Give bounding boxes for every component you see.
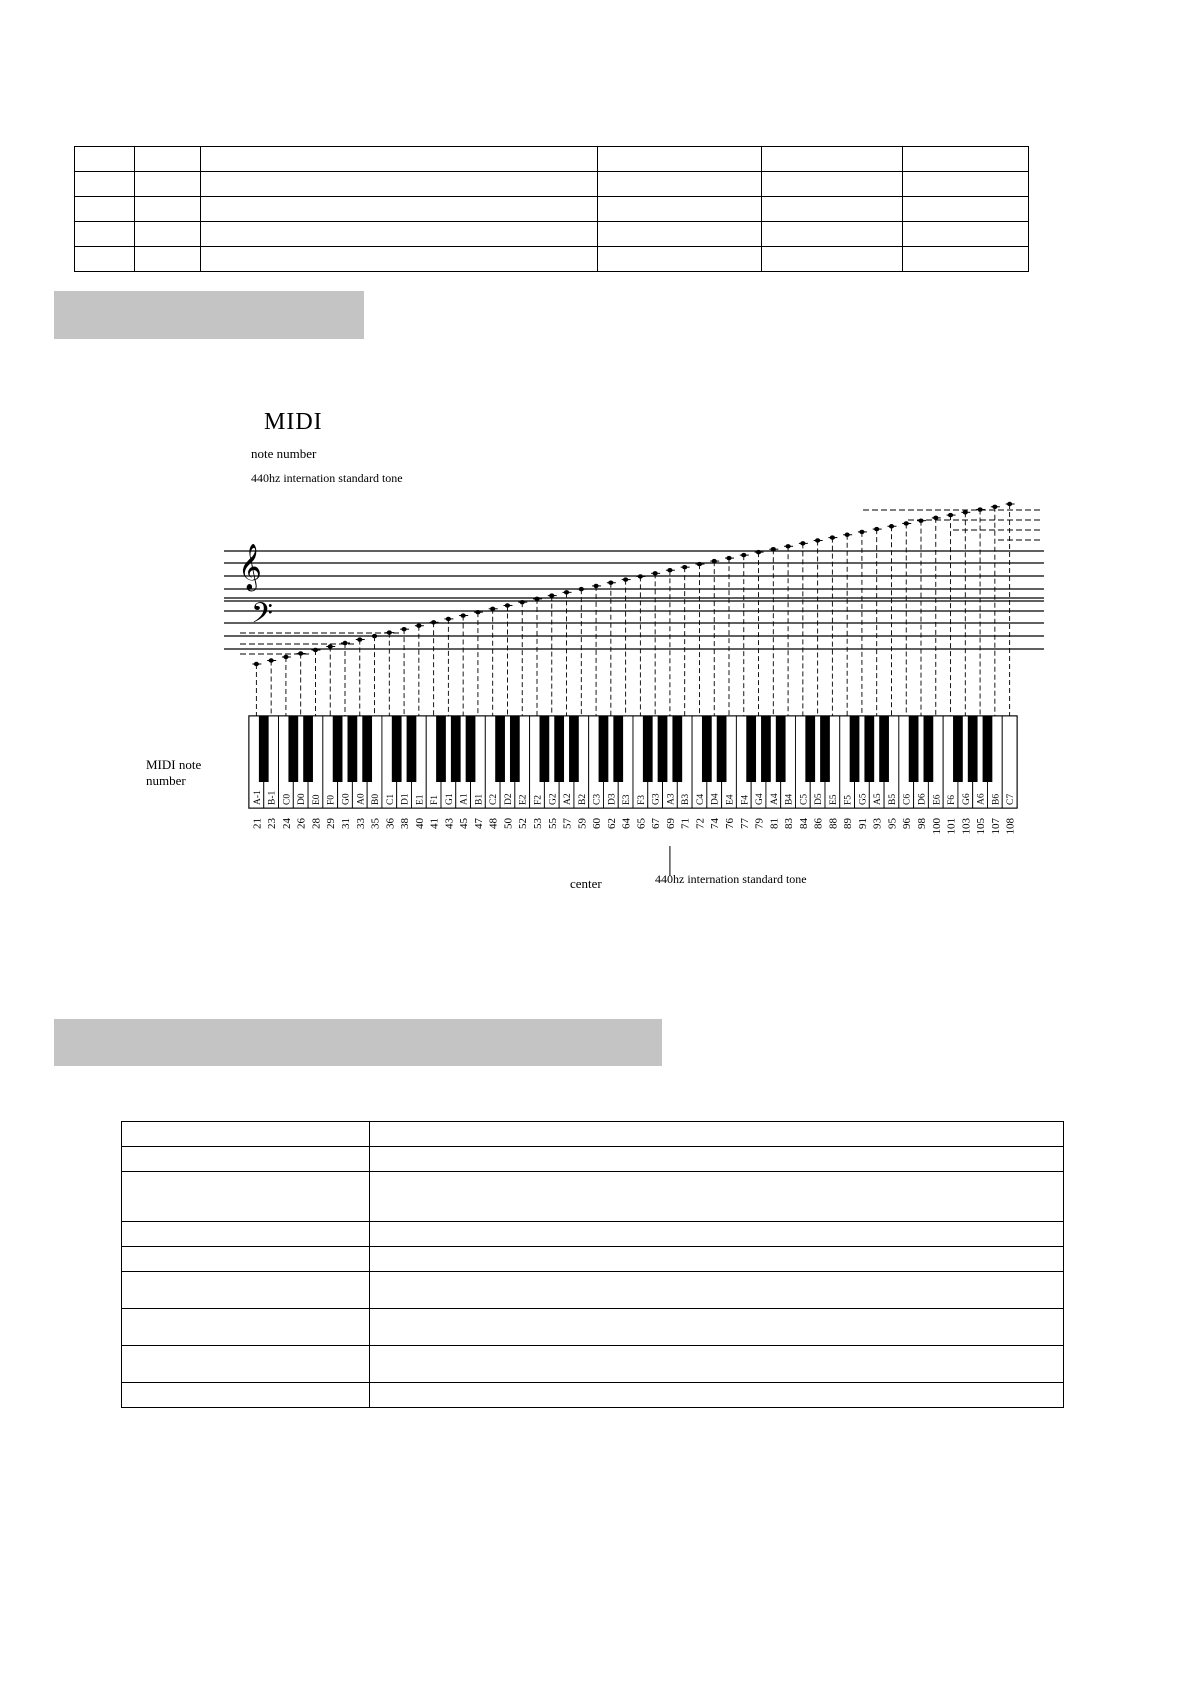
key-note-name: A2 (563, 793, 574, 805)
key-midi-number: 95 (886, 818, 899, 829)
key-midi-number: 24 (280, 818, 293, 829)
key-midi-number: 74 (709, 818, 722, 829)
table-cell (369, 1147, 1063, 1172)
table-cell (122, 1122, 370, 1147)
table-cell (122, 1346, 370, 1383)
key-note-name: G2 (548, 793, 559, 805)
key-midi-number: 47 (472, 818, 485, 829)
key-note-name: B-1 (267, 790, 278, 805)
key-midi-number: 50 (502, 818, 515, 829)
black-key (599, 716, 609, 782)
key-midi-number: 107 (989, 818, 1002, 835)
key-note-name: E1 (415, 794, 426, 805)
black-key (658, 716, 668, 782)
key-midi-number: 77 (738, 818, 751, 829)
key-midi-number: 31 (340, 818, 352, 829)
key-midi-number: 76 (724, 818, 736, 829)
key-note-name: A5 (873, 793, 884, 805)
key-midi-number: 105 (975, 818, 988, 835)
key-midi-number: 72 (694, 818, 707, 829)
table-row (122, 1122, 1064, 1147)
key-note-name: C5 (799, 793, 810, 805)
key-note-name: D0 (297, 793, 308, 805)
key-note-name: E6 (932, 794, 943, 805)
key-note-name: D2 (503, 793, 514, 805)
table-cell (369, 1383, 1063, 1408)
key-note-name: C6 (902, 793, 913, 805)
center-label: center (570, 876, 602, 891)
table-cell (122, 1309, 370, 1346)
key-note-name: B6 (991, 793, 1002, 805)
key-note-name: E4 (725, 794, 736, 805)
key-midi-number: 59 (576, 818, 589, 829)
table-cell (122, 1172, 370, 1222)
black-key (879, 716, 889, 782)
key-midi-number: 81 (768, 818, 781, 829)
table-cell (369, 1172, 1063, 1222)
key-note-name: B0 (371, 793, 382, 805)
black-key (717, 716, 727, 782)
black-key (510, 716, 520, 782)
key-note-name: B2 (577, 793, 588, 805)
treble-clef-icon: 𝄞 (238, 544, 262, 590)
key-midi-number: 88 (827, 818, 840, 829)
black-key (495, 716, 505, 782)
black-key (953, 716, 963, 782)
key-midi-number: 28 (310, 818, 323, 829)
table-row (122, 1147, 1064, 1172)
key-midi-number: 79 (753, 818, 766, 829)
key-note-name: F2 (533, 794, 544, 805)
black-key (259, 716, 269, 782)
midi-title: MIDI (264, 409, 323, 435)
key-note-name: E3 (622, 794, 633, 805)
black-key (864, 716, 874, 782)
black-key (569, 716, 579, 782)
key-midi-number: 23 (266, 818, 279, 829)
key-note-name: F1 (430, 794, 441, 805)
key-note-name: B4 (784, 793, 795, 805)
table-row (122, 1383, 1064, 1408)
key-midi-number: 69 (664, 818, 677, 829)
black-key (820, 716, 830, 782)
black-key (805, 716, 815, 782)
black-key (303, 716, 313, 782)
black-key (850, 716, 860, 782)
key-note-name: B1 (474, 793, 485, 805)
black-key (968, 716, 978, 782)
key-note-name: A-1 (252, 790, 263, 805)
standard-tone-legend: 440hz internation standard tone (251, 471, 403, 485)
key-midi-number: 55 (546, 818, 559, 829)
black-key (540, 716, 550, 782)
key-note-name: A1 (459, 793, 470, 805)
black-key (554, 716, 564, 782)
key-midi-number: 64 (620, 818, 633, 829)
key-midi-number: 40 (413, 818, 426, 829)
black-key (333, 716, 343, 782)
black-key (348, 716, 358, 782)
key-midi-number: 100 (930, 818, 943, 835)
key-midi-number: 103 (960, 818, 973, 835)
key-midi-number: 65 (635, 818, 648, 829)
key-note-name: G3 (651, 793, 662, 805)
key-note-name: G0 (341, 793, 352, 805)
key-midi-number: 53 (532, 818, 544, 829)
black-key (761, 716, 771, 782)
black-key (451, 716, 461, 782)
key-note-name: C1 (385, 793, 396, 805)
black-key (983, 716, 993, 782)
key-note-name: F3 (636, 794, 647, 805)
key-note-name: A0 (356, 793, 367, 805)
black-key (924, 716, 934, 782)
key-note-name: E2 (518, 794, 529, 805)
key-note-name: A3 (666, 793, 677, 805)
key-note-name: C2 (489, 793, 500, 805)
key-midi-number: 91 (856, 818, 869, 829)
note-number-legend: note number (251, 446, 317, 461)
key-midi-number: 36 (384, 818, 397, 829)
key-note-name: D5 (814, 793, 825, 805)
key-midi-number: 67 (650, 818, 663, 829)
table-row (122, 1346, 1064, 1383)
table-cell (122, 1147, 370, 1172)
key-midi-number: 57 (561, 818, 574, 829)
table-row (122, 1309, 1064, 1346)
key-note-name: F5 (843, 794, 854, 805)
key-note-name: C3 (592, 793, 603, 805)
key-midi-number: 48 (487, 818, 500, 829)
key-midi-number: 83 (783, 818, 796, 829)
key-midi-number: 41 (428, 818, 441, 829)
black-key (672, 716, 682, 782)
black-key (613, 716, 623, 782)
black-key (362, 716, 372, 782)
table-cell (369, 1247, 1063, 1272)
key-midi-number: 43 (443, 818, 456, 829)
black-key (466, 716, 476, 782)
key-midi-number: 35 (369, 818, 382, 829)
key-note-name: G6 (961, 793, 972, 805)
key-note-name: C7 (1006, 793, 1017, 805)
key-note-name: G4 (755, 793, 766, 805)
key-note-name: D6 (917, 793, 928, 805)
key-midi-number: 52 (517, 818, 530, 829)
table-row (122, 1172, 1064, 1222)
table-row (122, 1222, 1064, 1247)
key-note-name: F6 (947, 794, 958, 805)
black-key (702, 716, 712, 782)
black-key (909, 716, 919, 782)
table-cell (122, 1272, 370, 1309)
key-note-name: A4 (769, 793, 780, 805)
key-note-name: C4 (695, 793, 706, 805)
key-midi-number: 45 (458, 818, 471, 829)
table-row (122, 1272, 1064, 1309)
table-cell (369, 1346, 1063, 1383)
key-midi-number: 71 (679, 818, 692, 829)
table-cell (369, 1222, 1063, 1247)
black-key (643, 716, 653, 782)
key-midi-number: 62 (605, 818, 618, 829)
key-midi-number: 86 (812, 818, 825, 829)
table-cell (369, 1272, 1063, 1309)
black-key (392, 716, 402, 782)
key-note-name: G5 (858, 793, 869, 805)
key-note-name: C0 (282, 793, 293, 805)
key-midi-number: 84 (797, 818, 810, 829)
table-cell (122, 1247, 370, 1272)
key-note-name: D4 (710, 793, 721, 805)
key-note-name: B5 (887, 793, 898, 805)
black-key (776, 716, 786, 782)
key-note-name: F4 (740, 794, 751, 805)
key-midi-number: 26 (295, 818, 308, 829)
black-key (436, 716, 446, 782)
key-midi-number: 33 (354, 818, 367, 829)
key-midi-number: 101 (945, 818, 958, 835)
key-midi-number: 89 (842, 818, 855, 829)
table-cell (122, 1222, 370, 1247)
table-cell (369, 1122, 1063, 1147)
key-note-name: E0 (311, 794, 322, 805)
table-row (122, 1247, 1064, 1272)
key-midi-number: 38 (399, 818, 412, 829)
key-midi-number: 98 (916, 818, 928, 829)
key-midi-number: 29 (325, 818, 338, 829)
keyboard-note-number-label: MIDI note number (146, 757, 202, 788)
table-cell (122, 1383, 370, 1408)
black-key (288, 716, 298, 782)
key-midi-number: 108 (1004, 818, 1017, 835)
spec-table (121, 1121, 1064, 1408)
key-note-name: G1 (444, 793, 455, 805)
key-midi-number: 93 (871, 818, 884, 829)
key-note-name: B3 (681, 793, 692, 805)
key-midi-number: 60 (591, 818, 604, 829)
black-key (746, 716, 756, 782)
key-midi-number: 21 (251, 818, 264, 829)
table-cell (369, 1309, 1063, 1346)
black-key (407, 716, 417, 782)
tone-label: 440hz internation standard tone (655, 872, 807, 886)
key-note-name: F0 (326, 794, 337, 805)
key-note-name: E5 (828, 794, 839, 805)
key-note-name: D3 (607, 793, 618, 805)
key-note-name: D1 (400, 793, 411, 805)
key-note-name: A6 (976, 793, 987, 805)
bass-clef-icon: 𝄢 (251, 597, 273, 637)
key-midi-number: 96 (901, 818, 914, 829)
